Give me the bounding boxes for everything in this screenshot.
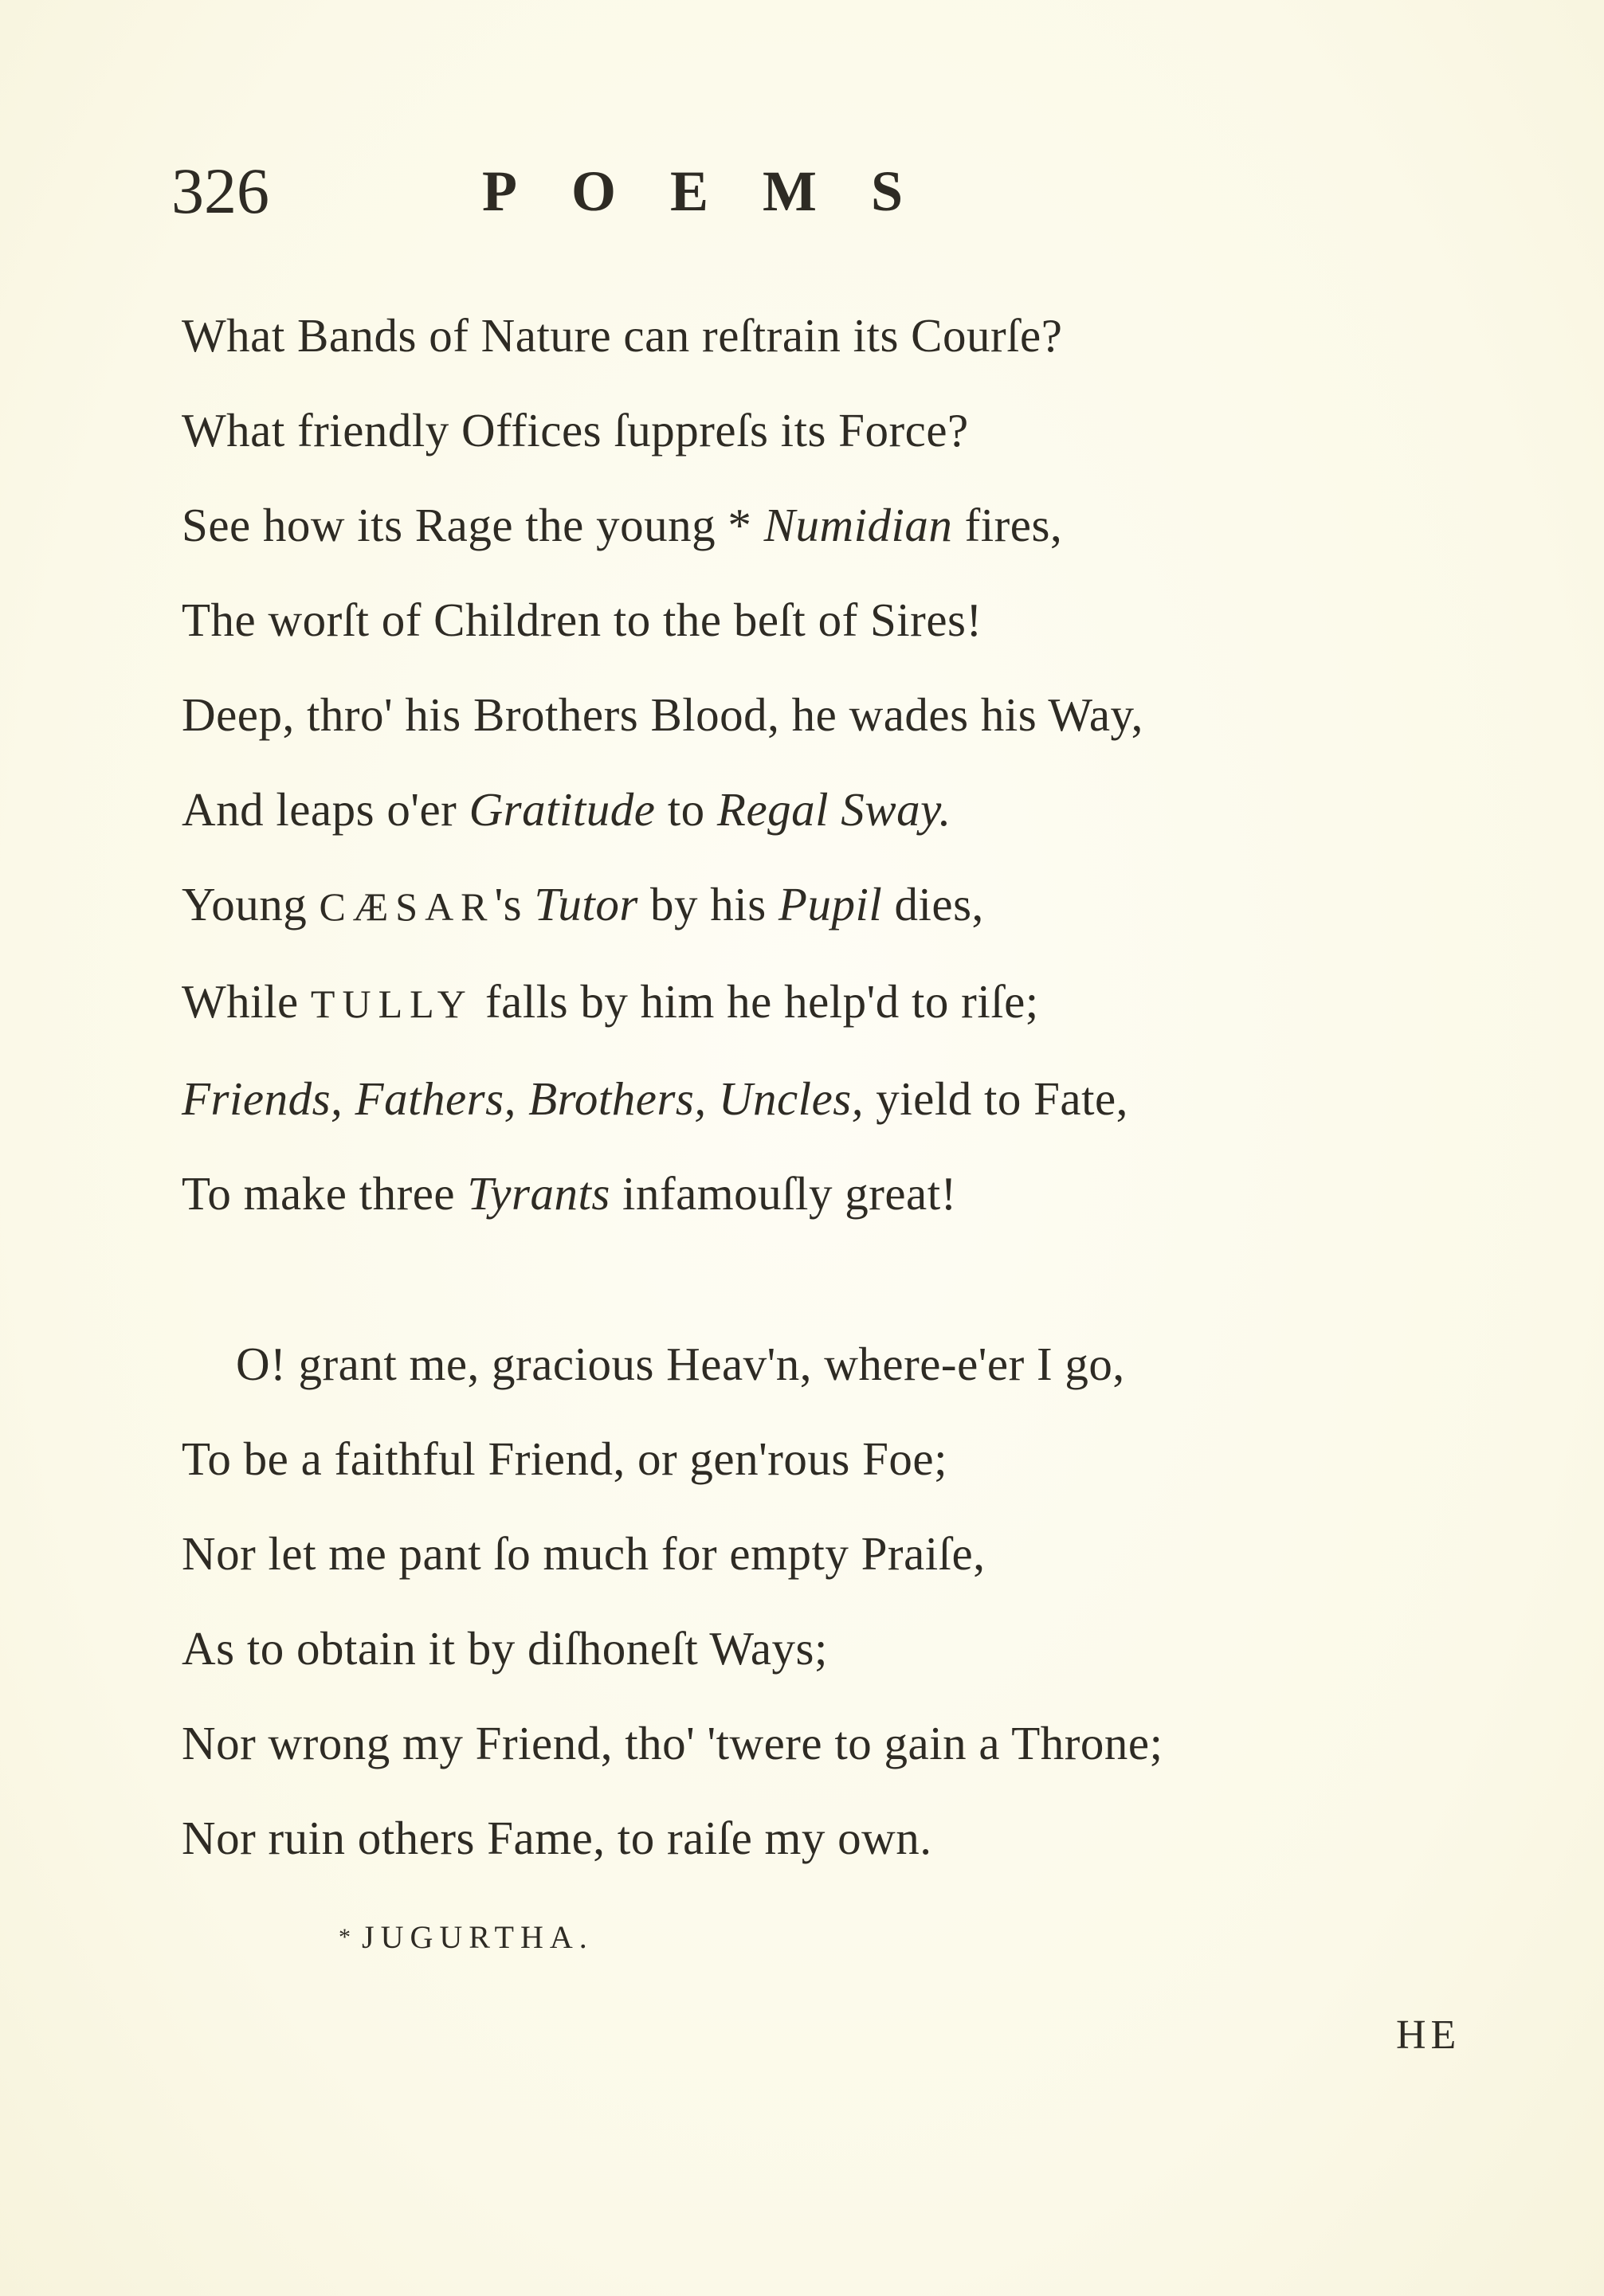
poem-line: What friendly Offices ſuppreſs its Force? <box>182 404 969 456</box>
footnote <box>339 1914 594 1961</box>
italic-text: Numidian <box>751 499 953 551</box>
line-text: to <box>655 783 717 836</box>
small-caps-name: TULLY <box>310 981 473 1026</box>
poem-line: Nor wrong my Friend, tho' 'twere to gain a Throne; <box>182 1717 1163 1769</box>
catchword: HE <box>1396 2012 1461 2058</box>
poem-line: To be a faithful Friend, or gen'rous Foe; <box>182 1432 947 1485</box>
poem-line <box>182 857 1496 954</box>
poem-line: As to obtain it by diſhoneſt Ways; <box>182 1622 828 1675</box>
line-text: falls by him he help'd to riſe; <box>473 975 1039 1028</box>
stanza-1 <box>182 288 1496 1241</box>
stanza-2 <box>182 1317 1496 1886</box>
poem-text <box>182 288 1496 1886</box>
line-text: dies, <box>882 878 984 931</box>
poem-line <box>182 1146 1496 1241</box>
line-text: And leaps o'er <box>182 783 469 836</box>
line-text: See how its Rage the young <box>182 499 728 551</box>
poem-line: The worſt of Children to the beſt of Sires! <box>182 594 982 646</box>
line-text: infamouſly great! <box>610 1167 957 1220</box>
line-text: 's <box>494 878 535 931</box>
line-text: fires, <box>952 499 1063 551</box>
line-text: To make three <box>182 1167 468 1220</box>
page-header <box>171 155 1287 227</box>
page-number: 326 <box>171 155 269 227</box>
poem-line <box>182 762 1496 857</box>
poem-line <box>182 478 1496 573</box>
italic-text: Regal Sway. <box>716 783 951 836</box>
poem-line: Nor ruin others Fame, to raiſe my own. <box>182 1812 932 1864</box>
poem-line: What Bands of Nature can reſtrain its Courſe? <box>182 309 1063 362</box>
line-text: Young <box>182 878 320 931</box>
italic-text: Gratitude <box>469 783 656 836</box>
line-text: by his <box>637 878 778 931</box>
footnote-text: JUGURTHA. <box>362 1919 594 1955</box>
poem-line <box>182 954 1496 1052</box>
line-text: yield to Fate, <box>863 1072 1128 1125</box>
poem-line: O! grant me, gracious Heav'n, where-e'er I go, <box>236 1338 1125 1390</box>
italic-text: Pupil <box>778 878 883 931</box>
running-title: POEMS <box>482 159 958 223</box>
poem-line: Deep, thro' his Brothers Blood, he wades his Way, <box>182 688 1143 741</box>
small-caps-name: CÆSAR <box>319 884 495 929</box>
stanza-break <box>182 1241 1496 1317</box>
line-text: While <box>182 975 311 1028</box>
italic-text: Tyrants <box>467 1167 610 1220</box>
poem-line: Nor let me pant ſo much for empty Praiſe, <box>182 1527 986 1580</box>
italic-text: Friends, Fathers, Brothers, Uncles, <box>182 1072 864 1125</box>
footnote-mark: * <box>339 1924 351 1950</box>
italic-text: Tutor <box>534 878 638 931</box>
poem-line <box>182 1052 1496 1146</box>
footnote-reference-mark: * <box>727 499 752 551</box>
